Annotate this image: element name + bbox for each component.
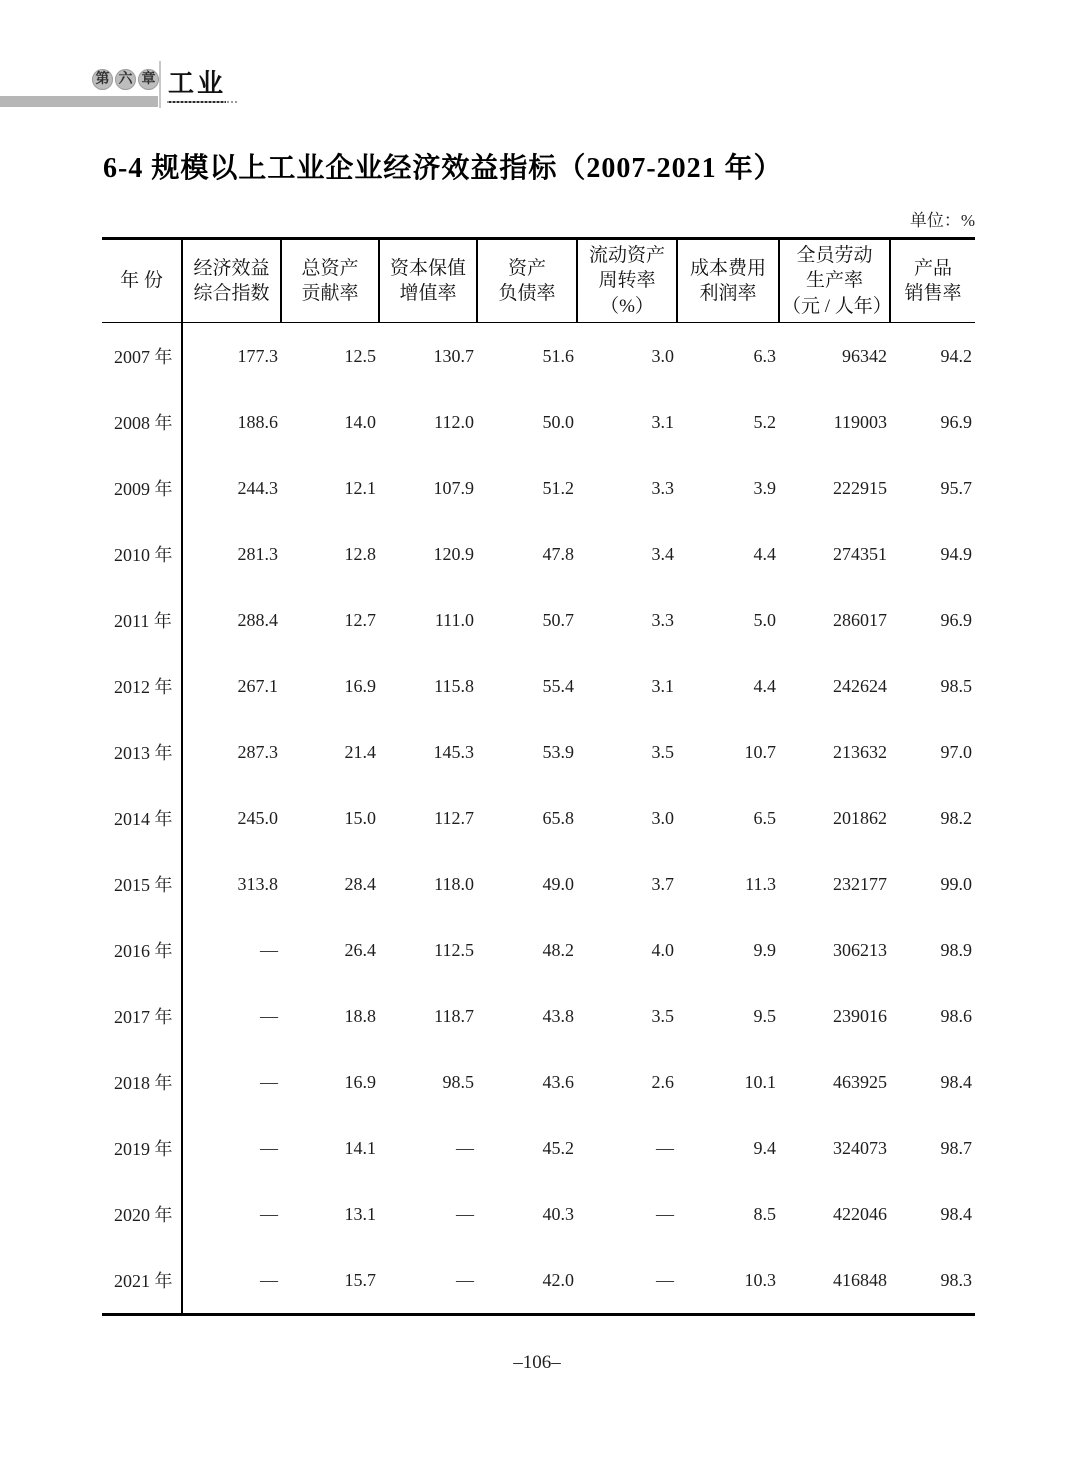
value-cell: — <box>456 1269 474 1290</box>
column-header: 全员劳动 生产率 （元 / 人年） <box>779 239 890 323</box>
column-header: 流动资产 周转率 （%） <box>577 239 677 323</box>
column-header: 资产 负债率 <box>477 239 577 323</box>
value-cell: 98.4 <box>940 1071 972 1092</box>
value-cell: 288.4 <box>237 609 278 630</box>
value-cell: 6.3 <box>753 345 776 366</box>
value-cell: 112.7 <box>434 807 474 828</box>
value-cell: 119003 <box>833 411 887 432</box>
value-cell: 2.6 <box>651 1071 674 1092</box>
value-cell: — <box>656 1203 674 1224</box>
table-body <box>102 323 975 1315</box>
value-cell: 8.5 <box>753 1203 776 1224</box>
value-cell: 3.9 <box>753 477 776 498</box>
value-cell: 48.2 <box>542 939 574 960</box>
value-cell: 98.7 <box>940 1137 972 1158</box>
value-cell: 10.3 <box>744 1269 776 1290</box>
value-cell: 3.1 <box>651 411 674 432</box>
table-row <box>102 323 975 390</box>
value-cell: — <box>456 1203 474 1224</box>
value-cell: 287.3 <box>237 741 278 762</box>
value-cell: 95.7 <box>940 477 972 498</box>
chapter-badge <box>92 69 159 90</box>
value-cell: 94.9 <box>940 543 972 564</box>
value-cell: 4.4 <box>753 543 776 564</box>
value-cell: 118.7 <box>434 1005 474 1026</box>
value-cell: 98.4 <box>940 1203 972 1224</box>
value-cell: 130.7 <box>433 345 474 366</box>
year-cell: 2007 年 <box>102 323 182 390</box>
table-row <box>102 1115 975 1181</box>
value-cell: 96342 <box>842 345 887 366</box>
table-row <box>102 917 975 983</box>
value-cell: 50.7 <box>542 609 574 630</box>
value-cell: 51.6 <box>542 345 574 366</box>
year-cell: 2015 年 <box>102 851 182 917</box>
value-cell: 43.8 <box>542 1005 574 1026</box>
dotted-underline <box>167 101 237 103</box>
value-cell: — <box>656 1137 674 1158</box>
table-row <box>102 653 975 719</box>
value-cell: 306213 <box>833 939 887 960</box>
value-cell: 222915 <box>833 477 887 498</box>
year-cell: 2010 年 <box>102 521 182 587</box>
value-cell: 98.6 <box>940 1005 972 1026</box>
value-cell: — <box>260 1071 278 1092</box>
value-cell: 3.1 <box>651 675 674 696</box>
column-header: 产品 销售率 <box>890 239 975 323</box>
value-cell: 112.5 <box>434 939 474 960</box>
year-cell: 2011 年 <box>102 587 182 653</box>
value-cell: 98.9 <box>940 939 972 960</box>
year-cell: 2009 年 <box>102 455 182 521</box>
table-row <box>102 389 975 455</box>
year-cell: 2014 年 <box>102 785 182 851</box>
table-row <box>102 455 975 521</box>
value-cell: 42.0 <box>542 1269 574 1290</box>
value-cell: 213632 <box>833 741 887 762</box>
value-cell: 94.2 <box>940 345 972 366</box>
value-cell: 12.5 <box>344 345 376 366</box>
value-cell: 15.0 <box>344 807 376 828</box>
value-cell: 4.4 <box>753 675 776 696</box>
chapter-badge-char: 六 <box>115 69 136 90</box>
value-cell: 49.0 <box>542 873 574 894</box>
value-cell: 112.0 <box>434 411 474 432</box>
table-row <box>102 587 975 653</box>
value-cell: 118.0 <box>434 873 474 894</box>
value-cell: 10.1 <box>744 1071 776 1092</box>
value-cell: 12.7 <box>344 609 376 630</box>
column-header: 资本保值 增值率 <box>379 239 477 323</box>
table-row <box>102 851 975 917</box>
value-cell: 115.8 <box>434 675 474 696</box>
value-cell: — <box>260 1203 278 1224</box>
value-cell: 286017 <box>833 609 887 630</box>
value-cell: 145.3 <box>433 741 474 762</box>
value-cell: 98.5 <box>442 1071 474 1092</box>
value-cell: 120.9 <box>433 543 474 564</box>
value-cell: 3.4 <box>651 543 674 564</box>
header-vertical-divider <box>159 61 161 108</box>
value-cell: 245.0 <box>237 807 278 828</box>
table-header <box>102 239 975 323</box>
value-cell: 47.8 <box>542 543 574 564</box>
value-cell: 65.8 <box>542 807 574 828</box>
value-cell: 232177 <box>833 873 887 894</box>
value-cell: 239016 <box>833 1005 887 1026</box>
value-cell: 14.0 <box>344 411 376 432</box>
table-row <box>102 1181 975 1247</box>
value-cell: 13.1 <box>344 1203 376 1224</box>
value-cell: 416848 <box>833 1269 887 1290</box>
table-title: 6-4 规模以上工业企业经济效益指标（2007-2021 年） <box>103 153 783 184</box>
value-cell: 5.0 <box>753 609 776 630</box>
value-cell: 267.1 <box>237 675 278 696</box>
value-cell: 9.5 <box>753 1005 776 1026</box>
value-cell: 3.7 <box>651 873 674 894</box>
value-cell: 28.4 <box>344 873 376 894</box>
chapter-badge-char: 第 <box>92 69 113 90</box>
value-cell: 14.1 <box>344 1137 376 1158</box>
value-cell: 3.3 <box>651 609 674 630</box>
value-cell: 281.3 <box>237 543 278 564</box>
header-row <box>102 239 975 323</box>
year-cell: 2019 年 <box>102 1115 182 1181</box>
page-number: –106– <box>513 1352 561 1373</box>
value-cell: 98.3 <box>940 1269 972 1290</box>
value-cell: 12.1 <box>344 477 376 498</box>
column-header: 总资产 贡献率 <box>281 239 379 323</box>
column-header: 年 份 <box>102 239 182 323</box>
value-cell: 11.3 <box>745 873 776 894</box>
value-cell: 422046 <box>833 1203 887 1224</box>
value-cell: 55.4 <box>542 675 574 696</box>
value-cell: 5.2 <box>753 411 776 432</box>
value-cell: 3.3 <box>651 477 674 498</box>
table-row <box>102 1247 975 1315</box>
value-cell: 96.9 <box>940 609 972 630</box>
value-cell: 244.3 <box>237 477 278 498</box>
value-cell: 3.5 <box>651 741 674 762</box>
value-cell: 15.7 <box>344 1269 376 1290</box>
year-cell: 2016 年 <box>102 917 182 983</box>
year-cell: 2018 年 <box>102 1049 182 1115</box>
value-cell: 26.4 <box>344 939 376 960</box>
value-cell: 3.5 <box>651 1005 674 1026</box>
value-cell: 12.8 <box>344 543 376 564</box>
chapter-badge-char: 章 <box>138 69 159 90</box>
value-cell: 6.5 <box>753 807 776 828</box>
table-row <box>102 719 975 785</box>
value-cell: 99.0 <box>940 873 972 894</box>
value-cell: 98.2 <box>940 807 972 828</box>
value-cell: 9.9 <box>753 939 776 960</box>
value-cell: 51.2 <box>542 477 574 498</box>
value-cell: 53.9 <box>542 741 574 762</box>
value-cell: 3.0 <box>651 345 674 366</box>
value-cell: 50.0 <box>542 411 574 432</box>
year-cell: 2021 年 <box>102 1247 182 1315</box>
value-cell: 4.0 <box>651 939 674 960</box>
section-label: 工业 <box>168 63 226 103</box>
value-cell: 3.0 <box>651 807 674 828</box>
value-cell: — <box>260 1269 278 1290</box>
value-cell: 43.6 <box>542 1071 574 1092</box>
value-cell: 45.2 <box>542 1137 574 1158</box>
unit-note: 单位：% <box>909 211 975 230</box>
value-cell: 97.0 <box>940 741 972 762</box>
value-cell: — <box>260 939 278 960</box>
value-cell: 201862 <box>833 807 887 828</box>
table-row <box>102 521 975 587</box>
table-row <box>102 1049 975 1115</box>
value-cell: 107.9 <box>433 477 474 498</box>
value-cell: 98.5 <box>940 675 972 696</box>
value-cell: — <box>656 1269 674 1290</box>
column-header: 成本费用 利润率 <box>677 239 779 323</box>
value-cell: 274351 <box>833 543 887 564</box>
header-gray-bar <box>0 96 158 107</box>
value-cell: — <box>456 1137 474 1158</box>
table-row <box>102 983 975 1049</box>
value-cell: 96.9 <box>940 411 972 432</box>
year-cell: 2008 年 <box>102 389 182 455</box>
value-cell: 16.9 <box>344 675 376 696</box>
value-cell: 18.8 <box>344 1005 376 1026</box>
value-cell: 111.0 <box>434 609 474 630</box>
year-cell: 2020 年 <box>102 1181 182 1247</box>
value-cell: 242624 <box>833 675 887 696</box>
column-header: 经济效益 综合指数 <box>182 239 281 323</box>
year-cell: 2012 年 <box>102 653 182 719</box>
value-cell: 313.8 <box>237 873 278 894</box>
value-cell: 9.4 <box>753 1137 776 1158</box>
value-cell: — <box>260 1137 278 1158</box>
value-cell: — <box>260 1005 278 1026</box>
year-cell: 2013 年 <box>102 719 182 785</box>
value-cell: 16.9 <box>344 1071 376 1092</box>
value-cell: 188.6 <box>237 411 278 432</box>
value-cell: 40.3 <box>542 1203 574 1224</box>
value-cell: 21.4 <box>344 741 376 762</box>
statistics-table <box>102 237 975 1316</box>
table-row <box>102 785 975 851</box>
value-cell: 177.3 <box>237 345 278 366</box>
year-cell: 2017 年 <box>102 983 182 1049</box>
value-cell: 463925 <box>833 1071 887 1092</box>
value-cell: 324073 <box>833 1137 887 1158</box>
value-cell: 10.7 <box>744 741 776 762</box>
